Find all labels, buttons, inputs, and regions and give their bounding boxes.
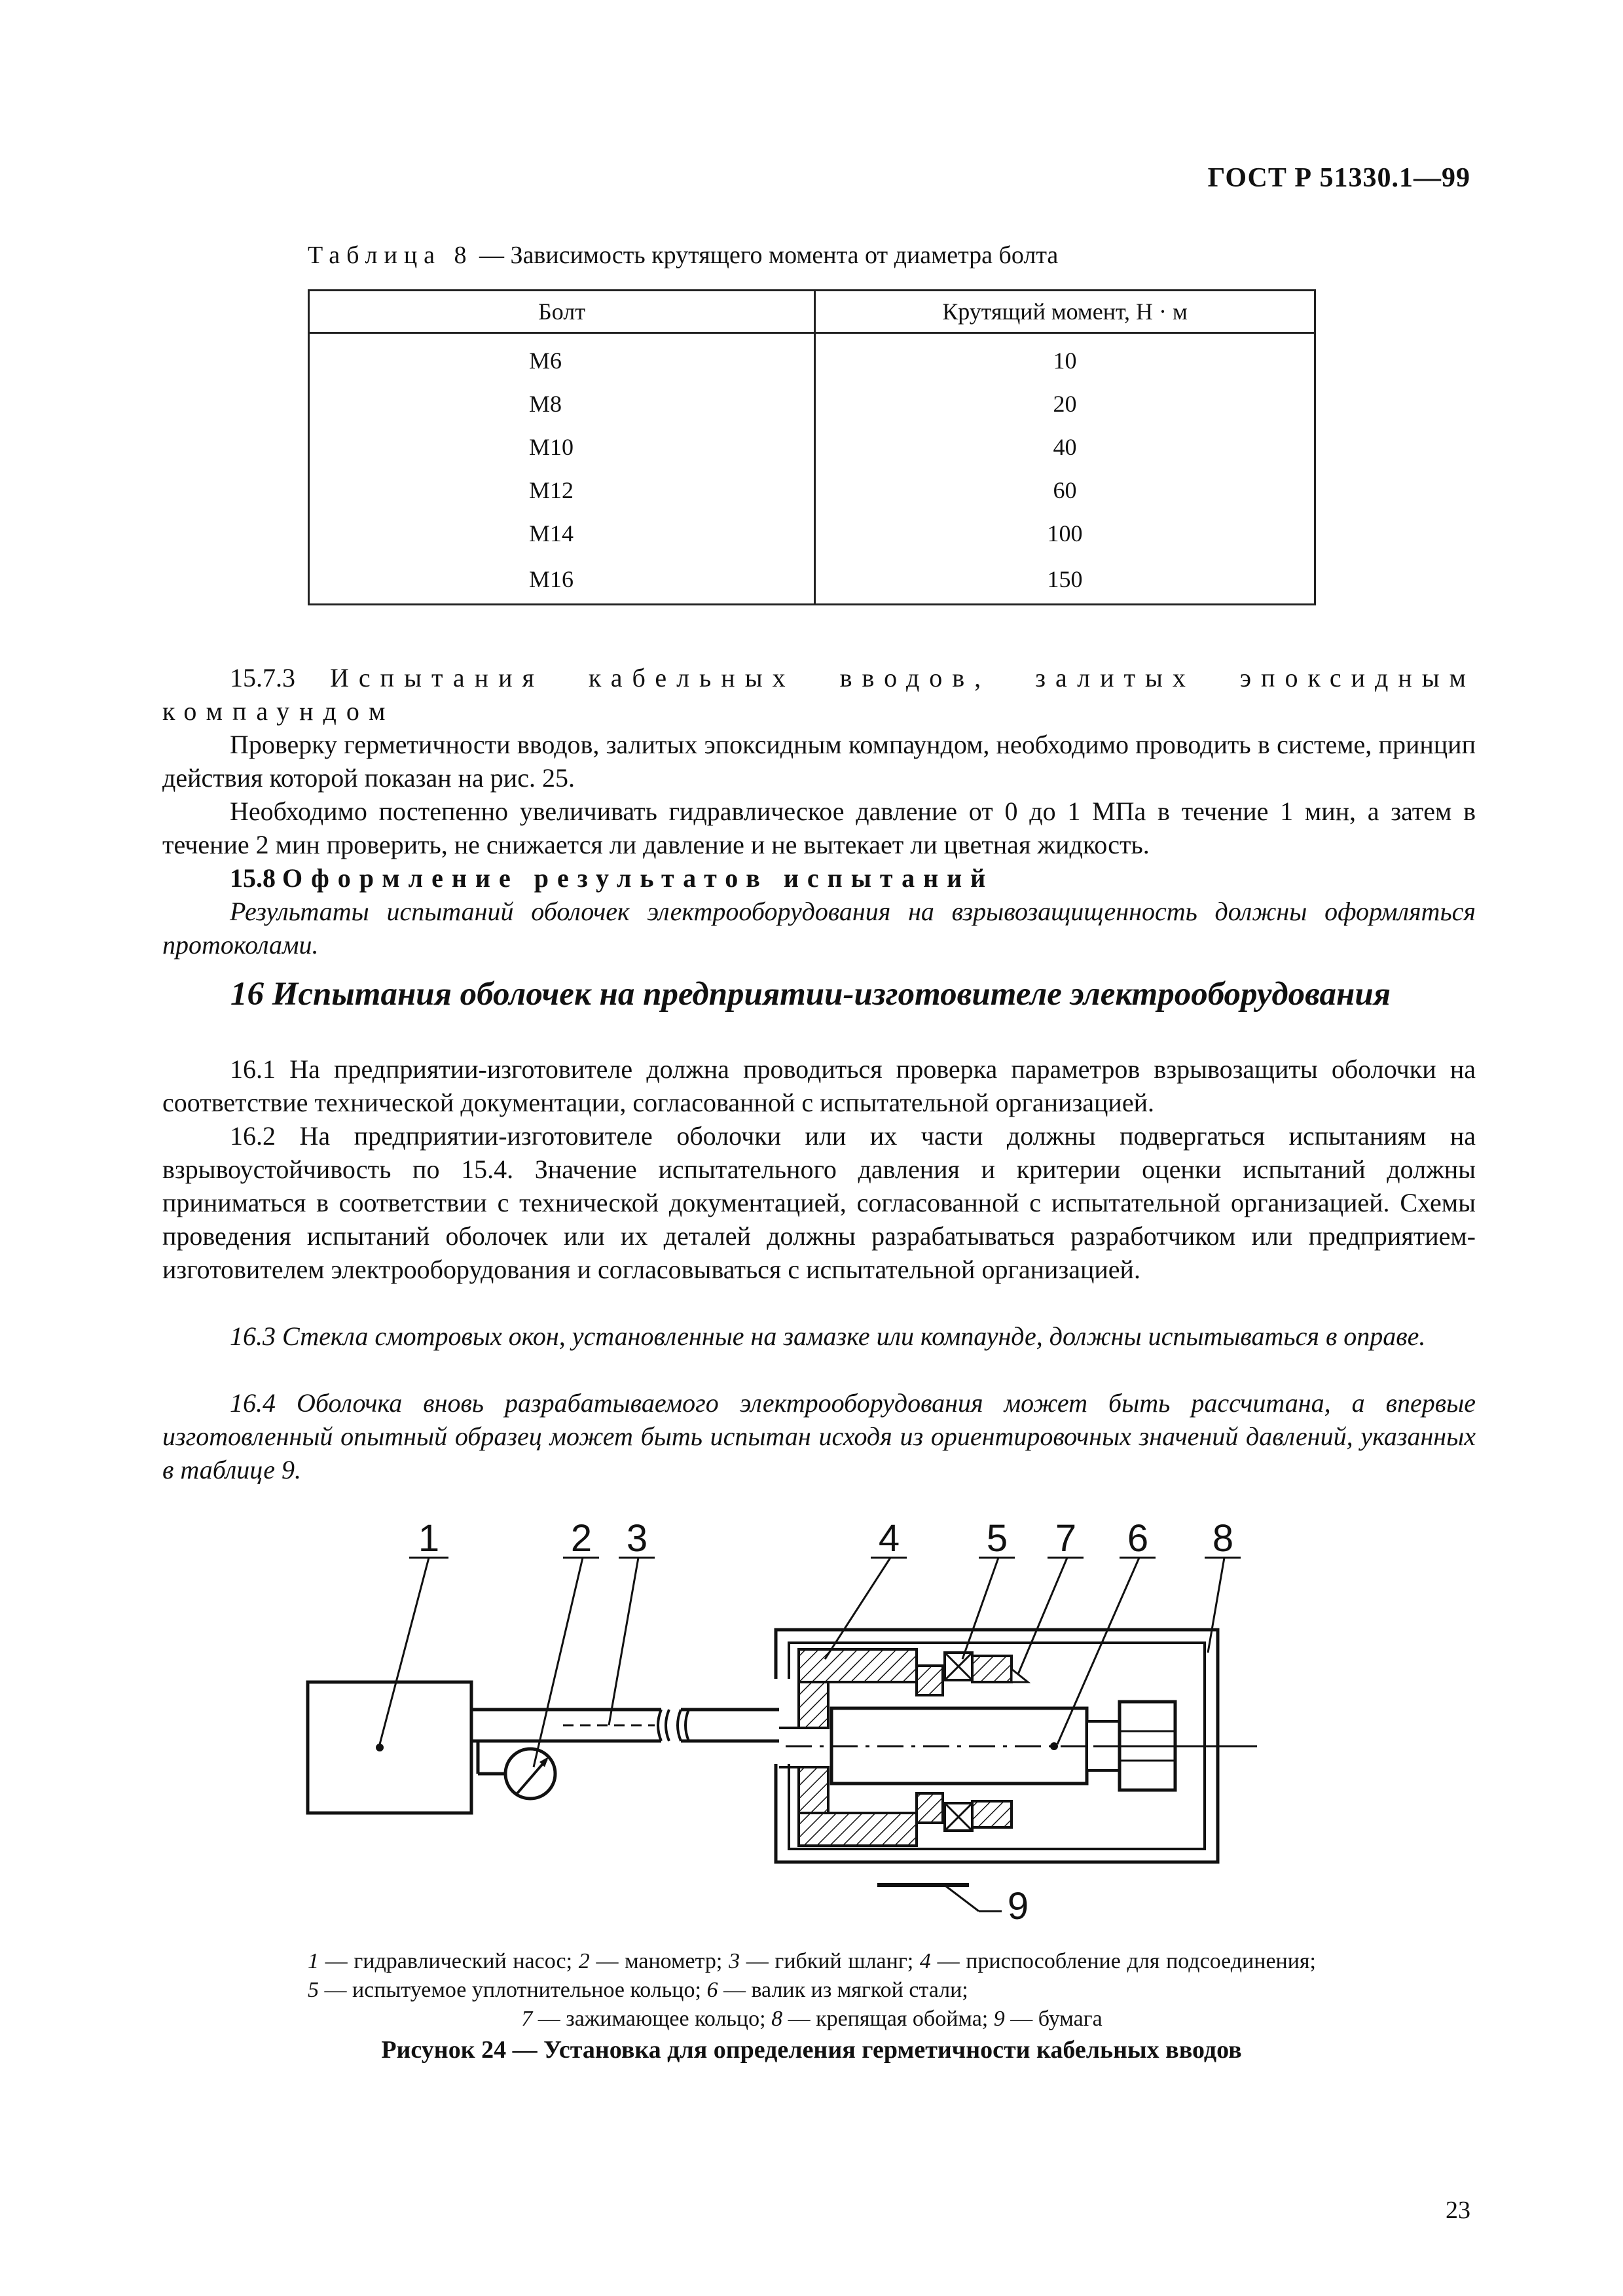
callout-5: 5 [986,1517,1008,1560]
pump-block [308,1682,471,1813]
legend-num: 4 [919,1949,931,1973]
figure-24-diagram [288,1505,1349,1924]
table-cell-torque: 100 [815,512,1315,555]
callout-7: 7 [1055,1517,1077,1560]
table-caption [308,241,1058,270]
figure-legend [308,1947,1316,2034]
legend-num: 9 [993,2007,1005,2031]
paragraph: Необходимо постепенно увеличивать гидравлическое давление от 0 до 1 МПа в течение 1 мин, а затем в течение 2 мин проверить, не снижается ли давление и не вытекает ли цветная жидкость. [162,797,1476,859]
callout-2: 2 [570,1517,593,1560]
legend-num: 6 [706,1978,718,2002]
legend-text: — бумага [1004,2007,1103,2031]
table-cell-torque: 10 [815,333,1315,383]
hose [471,1710,779,1741]
legend-num: 1 [308,1949,319,1973]
legend-text: — валик из мягкой стали; [718,1978,968,2002]
pressure-gauge [478,1741,555,1799]
legend-text: — испытуемое уплотнительное кольцо; [319,1978,707,2002]
table-header-torque: Крутящий момент, Н · м [815,291,1315,333]
paragraph: 16.2 На предприятии-изготовителе оболочки или их части должны подвергаться испытаниям на взрывоустойчивость по 15.4. Значение испытательного давления и критерии оценки испытаний должны приниматься в соответствии с технической документацией, согласованной с испытательной организацией. Схемы проведения испытаний оболочек или их деталей должны разрабатываться разработчиком или предприятием-изготовителем электрооборудования и согласовываться с испытательной организацией. [162,1121,1476,1284]
table-cell-bolt: M8 [309,382,815,425]
section-15-7-3-heading [162,661,1476,728]
table-cell-bolt: M14 [309,512,815,555]
legend-num: 8 [771,2007,783,2031]
table-cell-torque: 150 [815,555,1315,605]
legend-text: — зажимающее кольцо; [532,2007,772,2031]
table-cell-bolt: M12 [309,469,815,512]
table-cell-bolt: M10 [309,425,815,469]
table-row [309,333,1315,383]
document-code: ГОСТ Р 51330.1—99 [1207,163,1470,193]
table-cell-torque: 60 [815,469,1315,512]
callout-6: 6 [1127,1517,1149,1560]
callout-8: 8 [1212,1517,1234,1560]
paragraph: Результаты испытаний оболочек электрооборудования на взрывозащищенность должны оформляться протоколами. [162,897,1476,960]
callout-4: 4 [878,1517,900,1560]
section-15-8-heading [162,861,1476,895]
section-title: Испытания кабельных вводов, залитых эпоксидным компаундом [162,663,1476,726]
section-16-heading: 16 Испытания оболочек на предприятии-изготовителе электрооборудования [230,976,1391,1013]
table-header-bolt: Болт [309,291,815,333]
legend-num: 5 [308,1978,319,2002]
paragraph: Проверку герметичности вводов, залитых эпоксидным компаундом, необходимо проводить в системе, принцип действия которой показан на рис. 25. [162,730,1476,793]
section-number: 15.7.3 [230,663,295,692]
legend-text: — гибкий шланг; [740,1949,920,1973]
table-row [309,382,1315,425]
table-caption-prefix: Таблица 8 [308,242,473,269]
paragraph: 16.4 Оболочка вновь разрабатываемого электрооборудования может быть рассчитана, а впервые изготовленный опытный образец может быть испытан исходя из ориентировочных значений давлений, указанных в таблице 9. [162,1388,1476,1484]
table-row [309,555,1315,605]
callout-9: 9 [1007,1885,1029,1924]
table-header-row [309,291,1315,333]
legend-num: 3 [729,1949,740,1973]
legend-text: — гидравлический насос; [319,1949,579,1973]
table-cell-torque: 40 [815,425,1315,469]
section-number: 15.8 [230,863,276,893]
table-row [309,512,1315,555]
table-caption-text: — Зависимость крутящего момента от диаметра болта [473,242,1059,269]
callout-1: 1 [418,1517,440,1560]
page-number: 23 [1446,2197,1470,2224]
paragraph: 16.1 На предприятии-изготовителе должна проводиться проверка параметров взрывозащиты оболочки на соответствие технической документации, согласованной с испытательной организацией. [162,1054,1476,1117]
legend-num: 2 [578,1949,590,1973]
table-cell-bolt: M16 [309,555,815,605]
section-title: Оформление результатов испытаний [282,863,994,893]
legend-num: 7 [521,2007,533,2031]
legend-text: — приспособление для подсоединения; [930,1949,1317,1973]
paragraph: 16.3 Стекла смотровых окон, установленные на замазке или компаунде, должны испытываться в оправе. [230,1321,1426,1351]
legend-text: — манометр; [589,1949,729,1973]
steel-shaft [786,1702,1257,1790]
torque-table [308,289,1316,605]
figure-caption: Рисунок 24 — Установка для определения герметичности кабельных вводов [381,2036,1242,2064]
table-row [309,425,1315,469]
legend-text: — крепящая обойма; [782,2007,994,2031]
table-cell-bolt: M6 [309,333,815,383]
table-cell-torque: 20 [815,382,1315,425]
callout-3: 3 [626,1517,648,1560]
table-row [309,469,1315,512]
